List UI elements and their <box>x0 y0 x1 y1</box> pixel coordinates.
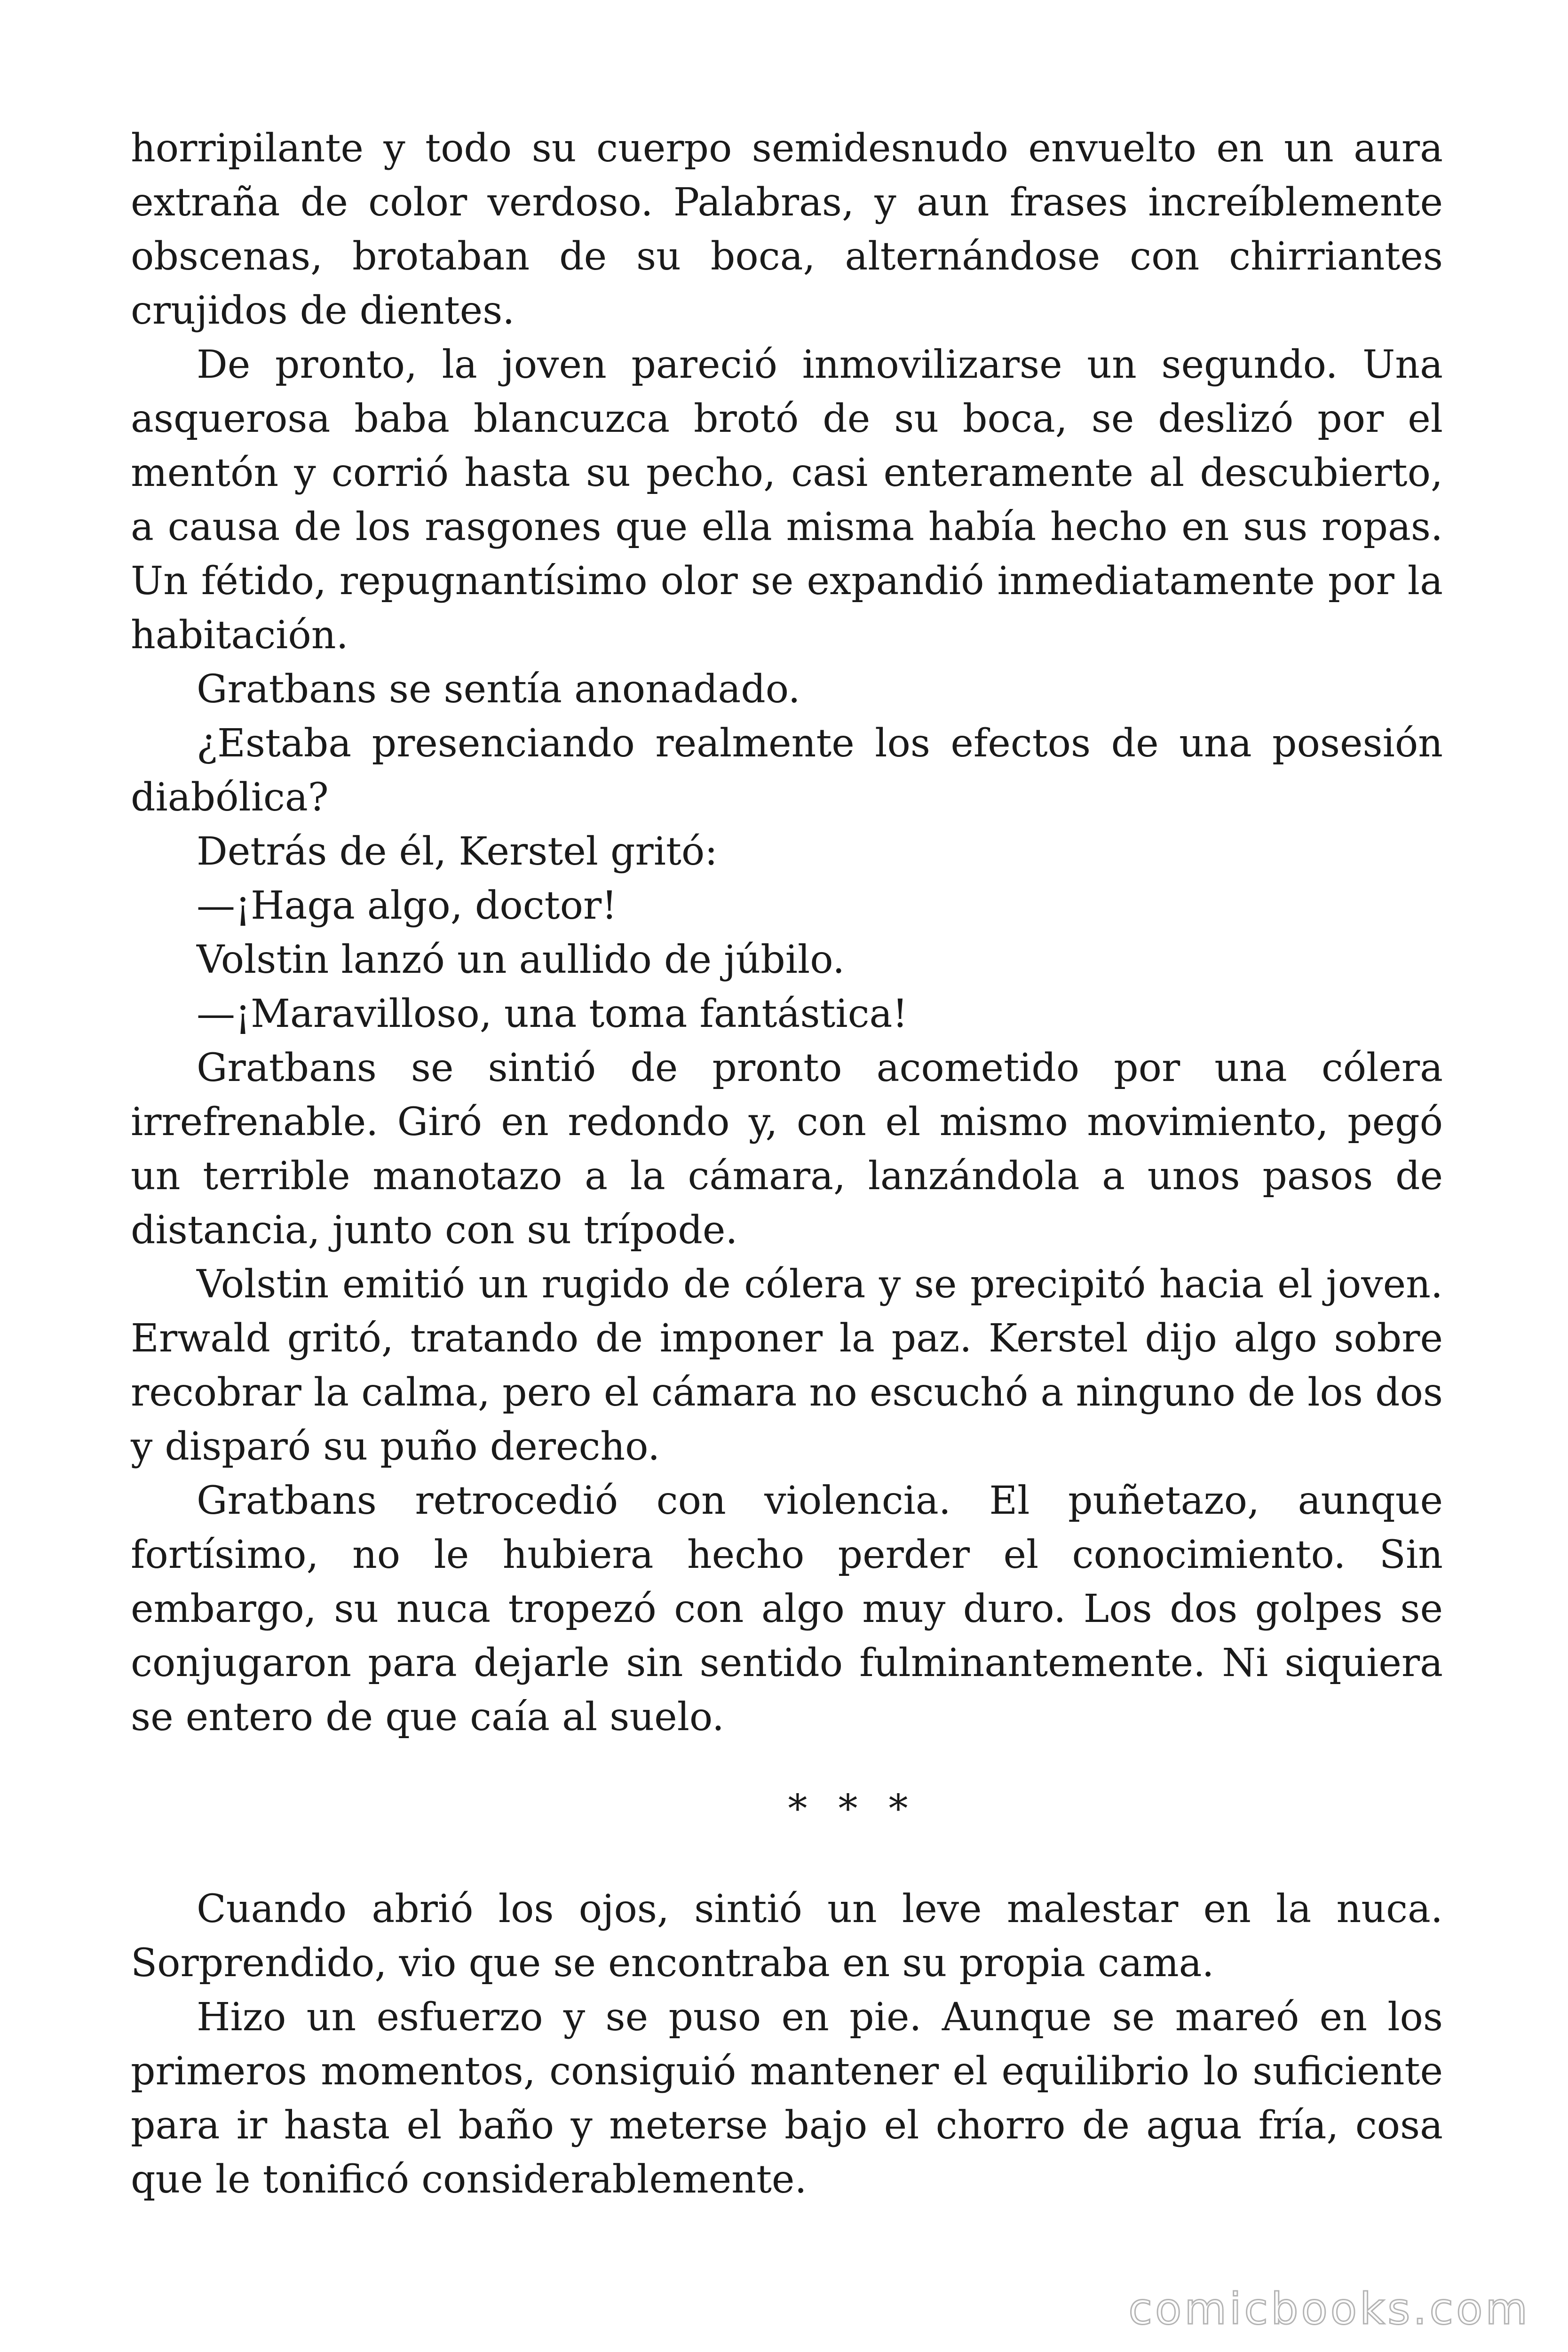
body-text <box>131 121 1443 2207</box>
paragraph: Gratbans se sentía anonadado. <box>197 667 800 712</box>
paragraph: Volstin lanzó un aullido de júbilo. <box>197 938 845 982</box>
paragraph: Detrás de él, Kerstel gritó: <box>197 829 718 874</box>
dialogue-line: —¡Haga algo, doctor! <box>197 883 618 928</box>
dialogue-line: —¡Maravilloso, una toma fantástica! <box>197 992 908 1036</box>
paragraph: Cuando abrió los ojos, sintió un leve malestar en la nuca. Sorprendido, vio que se encontraba en su propia cama. <box>131 1887 1443 1986</box>
paragraph: Volstin emitió un rugido de cólera y se precipitó hacia el joven. Erwald gritó, tratando de imponer la paz. Kerstel dijo algo sobre recobrar la calma, pero el cámara no escuchó a ninguno de los dos y disparó su puño derecho. <box>131 1262 1443 1469</box>
paragraph: Gratbans retrocedió con violencia. El puñetazo, aunque fortísimo, no le hubiera hecho perder el conocimiento. Sin embargo, su nuca tropezó con algo muy duro. Los dos golpes se conjugaron para dejarle sin sentido fulminantemente. Ni siquiera se entero de que caía al suelo. <box>131 1478 1443 1740</box>
paragraph: Gratbans se sintió de pronto acometido por una cólera irrefrenable. Giró en redondo y, con el mismo movimiento, pegó un terrible manotazo a la cámara, lanzándola a unos pasos de distancia, junto con su trípode. <box>131 1046 1443 1253</box>
scene-break: * * * <box>788 1787 918 1831</box>
paragraph: Hizo un esfuerzo y se puso en pie. Aunque se mareó en los primeros momentos, consiguió mantener el equilibrio lo suficiente para ir hasta el baño y meterse bajo el chorro de agua fría, cosa que le tonificó considerablemente. <box>131 1995 1443 2202</box>
paragraph: De pronto, la joven pareció inmovilizarse un segundo. Una asquerosa baba blancuzca brotó de su boca, se deslizó por el mentón y corrió hasta su pecho, casi enteramente al descubierto, a causa de los rasgones que ella misma había hecho en sus ropas. Un fétido, repugnantísimo olor se expandió inmediatamente por la habitación. <box>131 342 1443 658</box>
watermark-logo: comicbooks.com <box>1128 2284 1530 2334</box>
paragraph: ¿Estaba presenciando realmente los efectos de una posesión diabólica? <box>131 721 1443 820</box>
paragraph-continuation: horripilante y todo su cuerpo semidesnudo envuelto en un aura extraña de color verdoso. Palabras, y aun frases increíblemente obscenas, brotaban de su boca, alternándose con chirriantes crujidos de dientes. <box>131 126 1443 333</box>
